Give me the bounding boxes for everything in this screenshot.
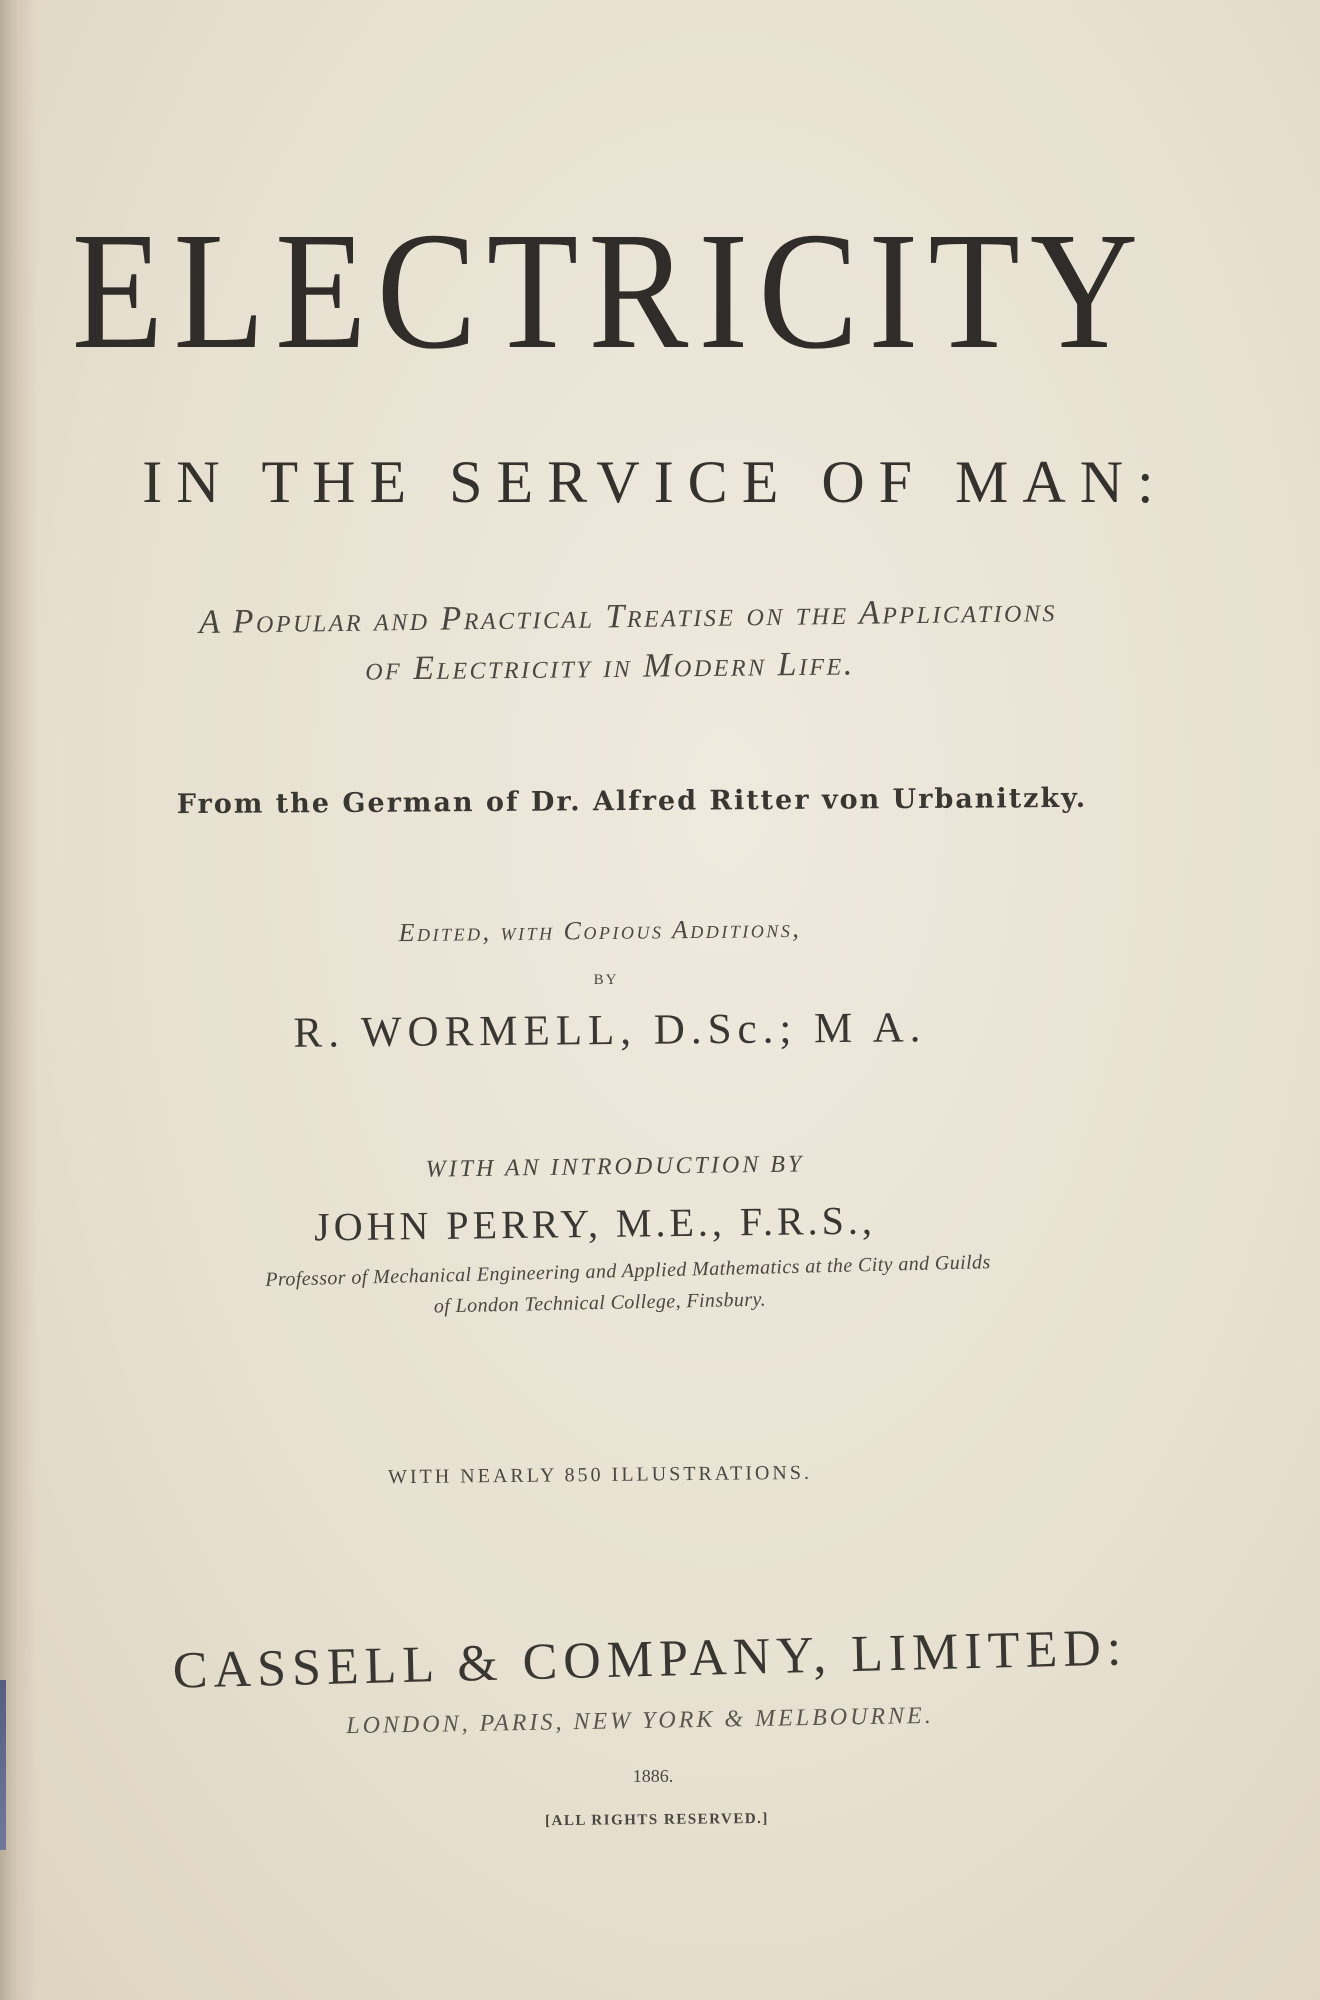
publisher-name: CASSELL & COMPANY, LIMITED: (172, 1619, 1128, 1700)
editor-name: R. WORMELL, D.Sc.; M A. (293, 1004, 927, 1057)
introduction-line: WITH AN INTRODUCTION BY (425, 1151, 805, 1183)
treatise-description-line-1: A Popular and Practical Treatise on the Applications (198, 592, 1058, 641)
edited-line: Edited, with Copious Additions, (398, 913, 802, 948)
illustrations-note: WITH NEARLY 850 ILLUSTRATIONS. (387, 1461, 813, 1489)
by-line: BY (593, 972, 619, 988)
treatise-description-line-2: of Electricity in Modern Life. (365, 645, 855, 688)
book-subtitle: IN THE SERVICE OF MAN: (142, 449, 1168, 515)
introducer-name: JOHN PERRY, M.E., F.R.S., (313, 1197, 877, 1250)
rights-notice: [ALL RIGHTS RESERVED.] (545, 1810, 769, 1830)
publisher-places: LONDON, PARIS, NEW YORK & MELBOURNE. (346, 1702, 934, 1740)
introducer-title-line-2: of London Technical College, Finsbury. (433, 1288, 767, 1318)
book-title: ELECTRICITY (71, 198, 1149, 384)
introducer-title-line-1: Professor of Mechanical Engineering and Applied Mathematics at the City and Guilds (265, 1251, 991, 1291)
publication-year: 1886. (632, 1766, 674, 1786)
translation-note: From the German of Dr. Alfred Ritter von Urbanitzky. (176, 782, 1088, 821)
